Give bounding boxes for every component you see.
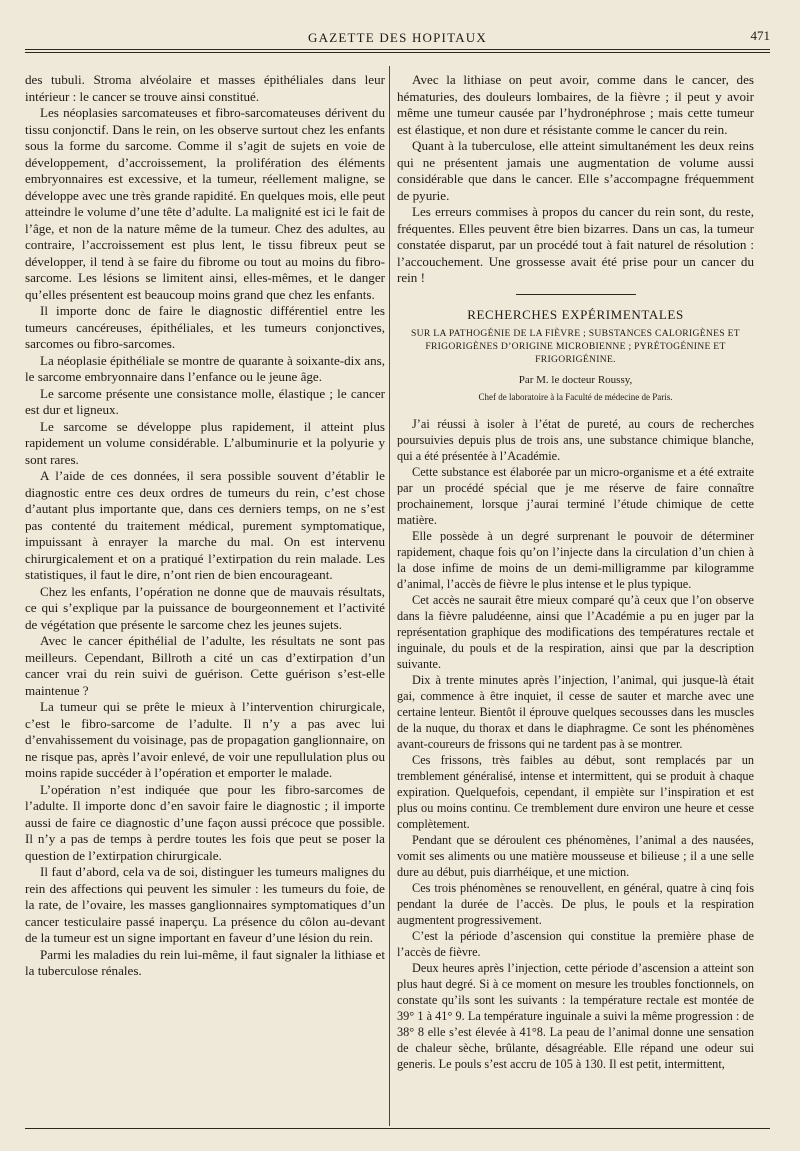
paragraph: Ces trois phénomènes se renouvellent, en général, quatre à cinq fois pendant la durée de l’accès. De plus, le pouls et la respiration augmentent progressivement. [397, 881, 754, 927]
left-column [25, 72, 385, 980]
section-subtitle: SUR LA PATHOGÉNIE DE LA FIÈVRE ; SUBSTANCES CALORIGÈNES ET FRIGORIGÈNES D’ORIGINE MICROBIENNE ; PYRÉTOGÉNINE ET FRIGORIGÉNINE. [411, 328, 740, 365]
paragraph: Le sarcome présente une consistance molle, élastique ; le cancer est dur et ligneux. [25, 385, 385, 417]
paragraph: Avec le cancer épithélial de l’adulte, les résultats ne sont pas meilleurs. Cependant, Billroth a cité un cas d’extirpation d’un cancer vrai du rein suivi de guérison. Cette guérison s’est-elle maintenue ? [25, 633, 385, 698]
column-divider [389, 66, 390, 1126]
page-number: 471 [750, 28, 770, 43]
paragraph: Cet accès ne saurait être mieux comparé qu’à ceux que l’on observe dans la fièvre paludéenne, ainsi que l’Académie a pu en juger par la représentation graphique des modifications des températures rectale et inguinale, du pouls et de la respiration, ainsi que par la description suivante. [397, 593, 754, 671]
paragraph: L’opération n’est indiquée que pour les fibro-sarcomes de l’adulte. Il importe donc d’en savoir faire le diagnostic ; il importe aussi de faire ce diagnostic d’une façon aussi précoce que possible. Il n’y a pas de temps à perdre toutes les fois que peut se poser la question de l’extirpation chirurgicale. [25, 781, 385, 863]
paragraph: Il faut d’abord, cela va de soi, distinguer les tumeurs malignes du rein des affections qui peuvent les simuler : les tumeurs du foie, de la rate, de l’ovaire, les masses ganglionnaires symptomatiques d’un cancer testiculaire passé inaperçu. La présence du côlon au-devant de la tumeur est un signe important en faveur d’une lésion du rein. [25, 864, 385, 945]
paragraph: Il importe donc de faire le diagnostic différentiel entre les tumeurs cancéreuses, épithéliales, et les tumeurs conjonctives, sarcomes ou fibro-sarcomes. [25, 303, 385, 351]
paragraph: Les erreurs commises à propos du cancer du rein sont, du reste, fréquentes. Elles peuvent être bien bizarres. Dans un cas, la tumeur constatée disparut, par un procédé tout à fait naturel de résolution : l’accouchement. Une grossesse avait été prise pour un cancer du rein ! [397, 204, 754, 285]
right-column [397, 72, 754, 1072]
paragraph: des tubuli. Stroma alvéolaire et masses épithéliales dans leur intérieur : le cancer se trouve ainsi constitué. [25, 72, 385, 104]
paragraph: Parmi les maladies du rein lui-même, il faut signaler la lithiase et la tuberculose rénales. [25, 946, 385, 978]
section-title: RECHERCHES EXPÉRIMENTALES [467, 306, 684, 322]
paragraph: Chez les enfants, l’opération ne donne que de mauvais résultats, ce qui s’explique par la puissance de bourgeonnement et l’activité de végétation que présente le sarcome chez les jeunes sujets. [25, 583, 385, 632]
paragraph: J’ai réussi à isoler à l’état de pureté, au cours de recherches poursuivies depuis plus de trois ans, une substance chimique blanche, qui a été présentée à l’Académie. [397, 417, 754, 463]
paragraph: Cette substance est élaborée par un micro-organisme et a été extraite par un procédé spécial que je me réserve de faire connaître prochainement, lorsque j’aurai terminé l’étude chimique de cette matière. [397, 465, 754, 527]
paragraph: Quant à la tuberculose, elle atteint simultanément les deux reins qui ne présentent jamais une augmentation de volume aussi considérable que dans le cancer. Elle s’accompagne fréquemment de pyurie. [397, 138, 754, 203]
paragraph: Dix à trente minutes après l’injection, l’animal, qui jusque-là était gai, commence à être inquiet, il cesse de sauter et marche avec une certaine lenteur. Bientôt il éprouve quelques secousses dans les muscles de la nuque, du thorax et dans le diaphragme. Ce sont les phénomènes avant-coureurs de frissons qui ne tardent pas à se montrer. [397, 673, 754, 751]
section-separator [516, 294, 636, 295]
paragraph: A l’aide de ces données, il sera possible souvent d’établir le diagnostic entre ces deux ordres de tumeurs du rein, c’est chose d’autant plus importante que, dans ces derniers temps, on ne s’est pas contenté du traitement médical, purement symptomatique, impuissant à enrayer la marche du mal. On est intervenu chirurgicalement et on a pratiqué l’extirpation du rein malade. Les statistiques, il faut le dire, n’ont rien de bien encourageant. [25, 468, 385, 582]
page-header [25, 28, 770, 50]
paragraph: La néoplasie épithéliale se montre de quarante à soixante-dix ans, le sarcome embryonnaire dans l’enfance ou le jeune âge. [25, 352, 385, 384]
paragraph: Ces frissons, très faibles au début, sont remplacés par un tremblement généralisé, intense et intermittent, qui se produit à chaque expiration. Quelquefois, cependant, il empiète sur l’inspiration et est plus ou moins continu. Ce tremblement dure environ une heure et cesse complètement. [397, 753, 754, 831]
paragraph: Deux heures après l’injection, cette période d’ascension a atteint son plus haut degré. Si à ce moment on mesure les troubles fonctionnels, on constate qu’ils sont les suivants : la température rectale est montée de 39° 1 à 41° 9. La température inguinale a suivi la même progression : de 38° 8 elle s’est élevée à 41°8. La peau de l’animal donne une sensation de chaleur sèche, brûlante, désagréable. Elle répand une odeur sui generis. Le pouls s’est accru de 105 à 130. Il est petit, intermittent, [397, 961, 754, 1071]
author-affiliation: Chef de laboratoire à la Faculté de médecine de Paris. [478, 391, 673, 402]
header-rule-thin [25, 52, 770, 53]
running-title: GAZETTE DES HOPITAUX [308, 30, 487, 45]
paragraph: Elle possède à un degré surprenant le pouvoir de déterminer rapidement, chaque fois qu’on l’injecte dans la circulation d’un chien à la dose infime de moins de un demi-milligramme par kilogramme d’animal, l’accès de fièvre le plus intense et le plus typique. [397, 529, 754, 591]
paragraph: Pendant que se déroulent ces phénomènes, l’animal a des nausées, vomit ses aliments ou une matière mousseuse et bilieuse ; il a une selle dure au début, puis diarrhéique, et une miction. [397, 833, 754, 879]
author-line: Par M. le docteur Roussy, [518, 374, 633, 386]
header-rule [25, 49, 770, 50]
article-body [397, 416, 754, 1072]
paragraph: Le sarcome se développe plus rapidement, il atteint plus rapidement un volume considérable. L’albuminurie et la polyurie y sont rares. [25, 418, 385, 467]
paragraph: La tumeur qui se prête le mieux à l’intervention chirurgicale, c’est le fibro-sarcome de l’adulte. Il n’y a pas avec lui d’envahissement du voisinage, pas de propagation ganglionnaire, on ne risque pas, après l’avoir enlevé, de voir une repullulation plus ou moins rapide succéder à l’opération et emporter le malade. [25, 699, 385, 780]
paragraph: Les néoplasies sarcomateuses et fibro-sarcomateuses dérivent du tissu conjonctif. Dans le rein, on les observe surtout chez les enfants sous la forme du sarcome. Comme il s’agit de sujets en voie de développement, d’accroissement, la prolifération des éléments embryonnaires est excessive, et la tumeur, réellement maligne, se développe avec une très grande rapidité. En quelques mois, elle peut atteindre le volume d’une tête d’adulte. La malignité est ici le fait de l’âge, et non de la nature même de la tumeur. Chez des adultes, au contraire, l’accroissement est plus lent, le tissu fibreux peut se développer, il tend à se faire du fibrome ou tout au moins du fibro-sarcome. Les lésions se limitent ainsi, elles-mêmes, et le danger qu’elles présentent est beaucoup moins grand que chez les enfants. [25, 105, 385, 302]
paragraph: Avec la lithiase on peut avoir, comme dans le cancer, des hématuries, des douleurs lombaires, de la fièvre ; il peut y avoir même une tumeur causée par l’hydronéphrose ; mais cette tumeur est élastique, et non dure et résistante comme le cancer du rein. [397, 72, 754, 137]
paragraph: C’est la période d’ascension qui constitue la première phase de l’accès de fièvre. [397, 929, 754, 959]
footer-rule [25, 1128, 770, 1129]
